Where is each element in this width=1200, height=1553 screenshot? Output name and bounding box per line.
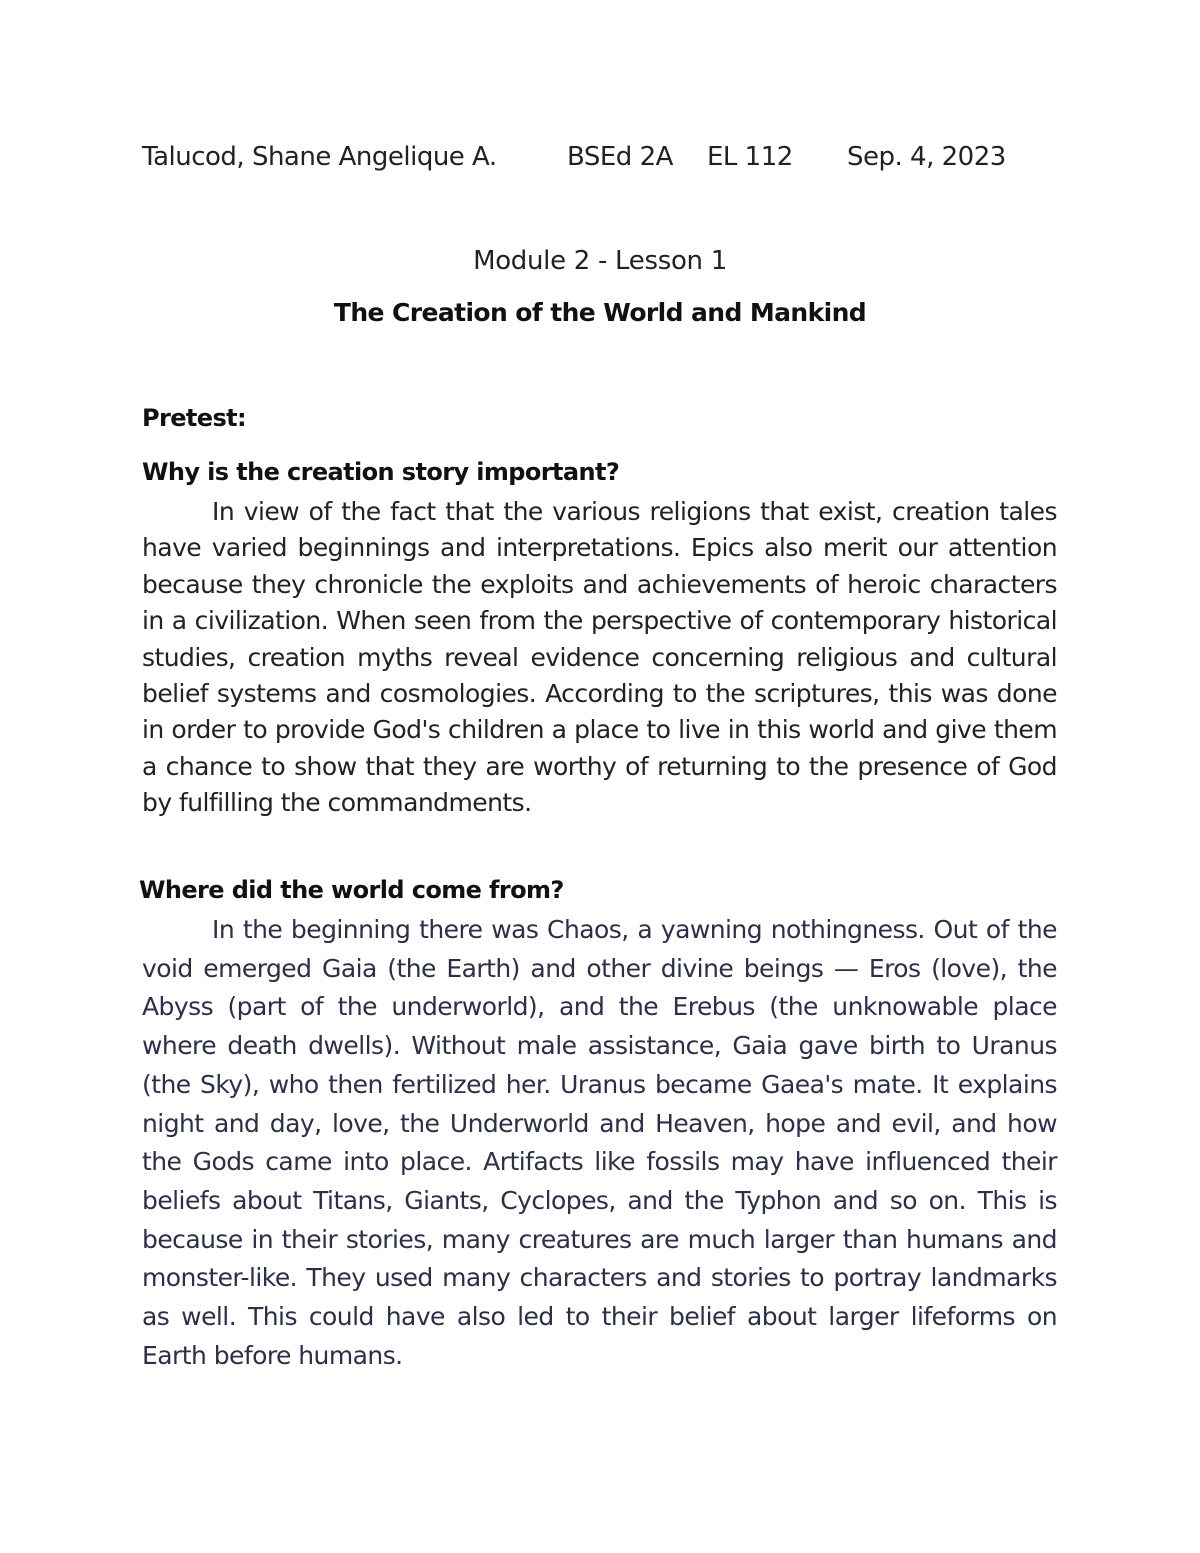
submission-date: Sep. 4, 2023: [847, 142, 1006, 172]
answer-paragraph: In the beginning there was Chaos, a yawning nothingness. Out of the void emerged Gaia (the Earth) and other divine beings — Eros (love), the Abyss (part of the underworld), and the Erebus (the unknowable place where death dwells). Without male assistance, Gaia gave birth to Uranus (the Sky), who then fertilized her. Uranus became Gaea's mate. It explains night and day, love, the Underworld and Heaven, hope and evil, and how the Gods came into place. Artifacts like fossils may have influenced their beliefs about Titans, Giants, Cyclopes, and the Typhon and so on. This is because in their stories, many creatures are much larger than humans and monster-like. They used many characters and stories to portray landmarks as well. This could have also led to their belief about larger lifeforms on Earth before humans.: [142, 915, 1057, 1370]
module-label: Module 2 - Lesson 1: [473, 246, 727, 276]
student-name: Talucod, Shane Angelique A.: [142, 142, 497, 172]
answer-paragraph: In view of the fact that the various religions that exist, creation tales have varied beginnings and interpretations. Epics also merit our attention because they chronicle the exploits and achievements of heroic characters in a civilization. When seen from the perspective of contemporary historical studies, creation myths reveal evidence concerning religious and cultural belief systems and cosmologies. According to the scriptures, this was done in order to provide God's children a place to live in this world and give them a chance to show that they are worthy of returning to the presence of God by fulfilling the commandments.: [142, 497, 1057, 818]
question-heading: Where did the world come from?: [139, 876, 564, 904]
question-heading: Why is the creation story important?: [142, 458, 620, 486]
course-code: EL 112: [707, 142, 793, 172]
document-title: The Creation of the World and Mankind: [333, 298, 867, 327]
student-header: [142, 142, 1006, 172]
pretest-heading: Pretest:: [142, 404, 247, 432]
student-section: BSEd 2A: [567, 142, 673, 172]
